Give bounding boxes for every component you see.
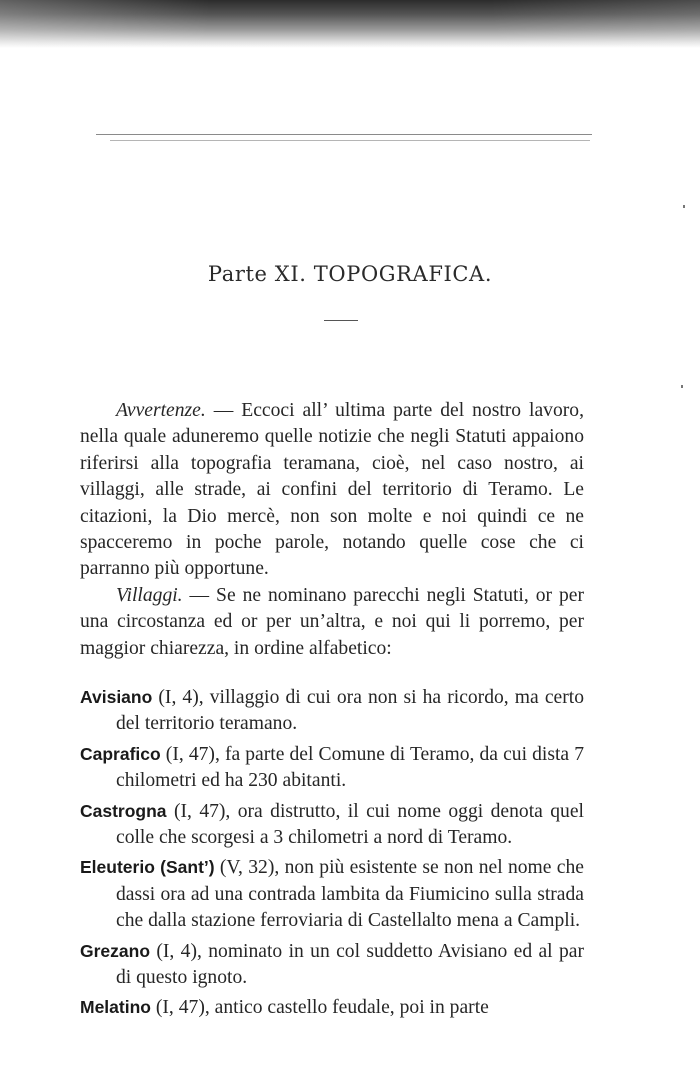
intro-text — [80, 398, 584, 662]
village-description: (I, 47), antico castello feudale, poi in parte — [150, 997, 489, 1019]
village-name: Castrogna — [80, 800, 167, 821]
scanned-page-top-highlight — [0, 0, 700, 48]
village-name: Melatino — [80, 997, 151, 1018]
villaggi-paragraph — [80, 583, 584, 662]
villaggi-label: Villaggi. — [116, 584, 183, 606]
village-entry — [80, 798, 584, 852]
village-entries — [80, 684, 584, 1025]
village-description: (I, 47), ora distrutto, il cui nome oggi denota quel colle che scorgesi a 3 chilometri a nord di Teramo. — [116, 800, 584, 849]
village-description: (I, 4), villaggio di cui ora non si ha ricordo, ma certo del territorio teramano. — [116, 687, 584, 735]
margin-speck — [681, 385, 683, 388]
village-entry — [80, 684, 584, 738]
avvertenze-paragraph — [80, 398, 584, 583]
avvertenze-text: — Eccoci all’ ultima parte del nostro lavoro, nella quale aduneremo quelle notizie che negli Statuti appaiono riferirsi alla topografia teramana, cioè, nel caso nostro, ai villaggi, alle strade, ai confini del territorio di Teramo. Le citazioni, la Dio mercè, non son molte e noi quindi ce ne spacceremo in poche parole, notando quelle cose che ci parranno più opportune. — [80, 400, 584, 580]
village-description: (V, 32), non più esistente se non nel nome che dassi ora ad una contrada lambita da Fiumicino sulla strada che dalla stazione ferroviaria di Castellalto mena a Campli. — [116, 857, 584, 932]
village-entry — [80, 938, 584, 992]
village-entry — [80, 994, 584, 1021]
margin-speck — [683, 205, 685, 208]
header-rule-secondary — [110, 140, 590, 141]
village-entry — [80, 854, 584, 934]
village-description: (I, 4), nominato in un col suddetto Avisiano ed al par di questo ignoto. — [116, 940, 584, 989]
part-heading — [0, 262, 700, 286]
village-name: Caprafico — [80, 743, 161, 764]
heading-separator — [324, 320, 358, 321]
part-title: TOPOGRAFICA. — [313, 262, 493, 286]
village-name: Grezano — [80, 940, 151, 961]
villaggi-text: — Se ne nominano parecchi negli Statuti, or per una circostanza ed or per un’altra, e noi qui li porremo, per maggior chiarezza, in ordine alfabetico: — [80, 584, 584, 659]
village-name: Avisiano — [80, 687, 153, 707]
village-entry — [80, 741, 584, 795]
village-name: Eleuterio (Sant’) — [80, 857, 215, 878]
avvertenze-label: Avvertenze. — [116, 400, 206, 421]
village-description: (I, 47), fa parte del Comune di Teramo, da cui dista 7 chilometri ed ha 230 abitanti. — [116, 743, 584, 792]
header-rule — [96, 134, 592, 135]
part-label: Parte XI. — [207, 262, 307, 286]
